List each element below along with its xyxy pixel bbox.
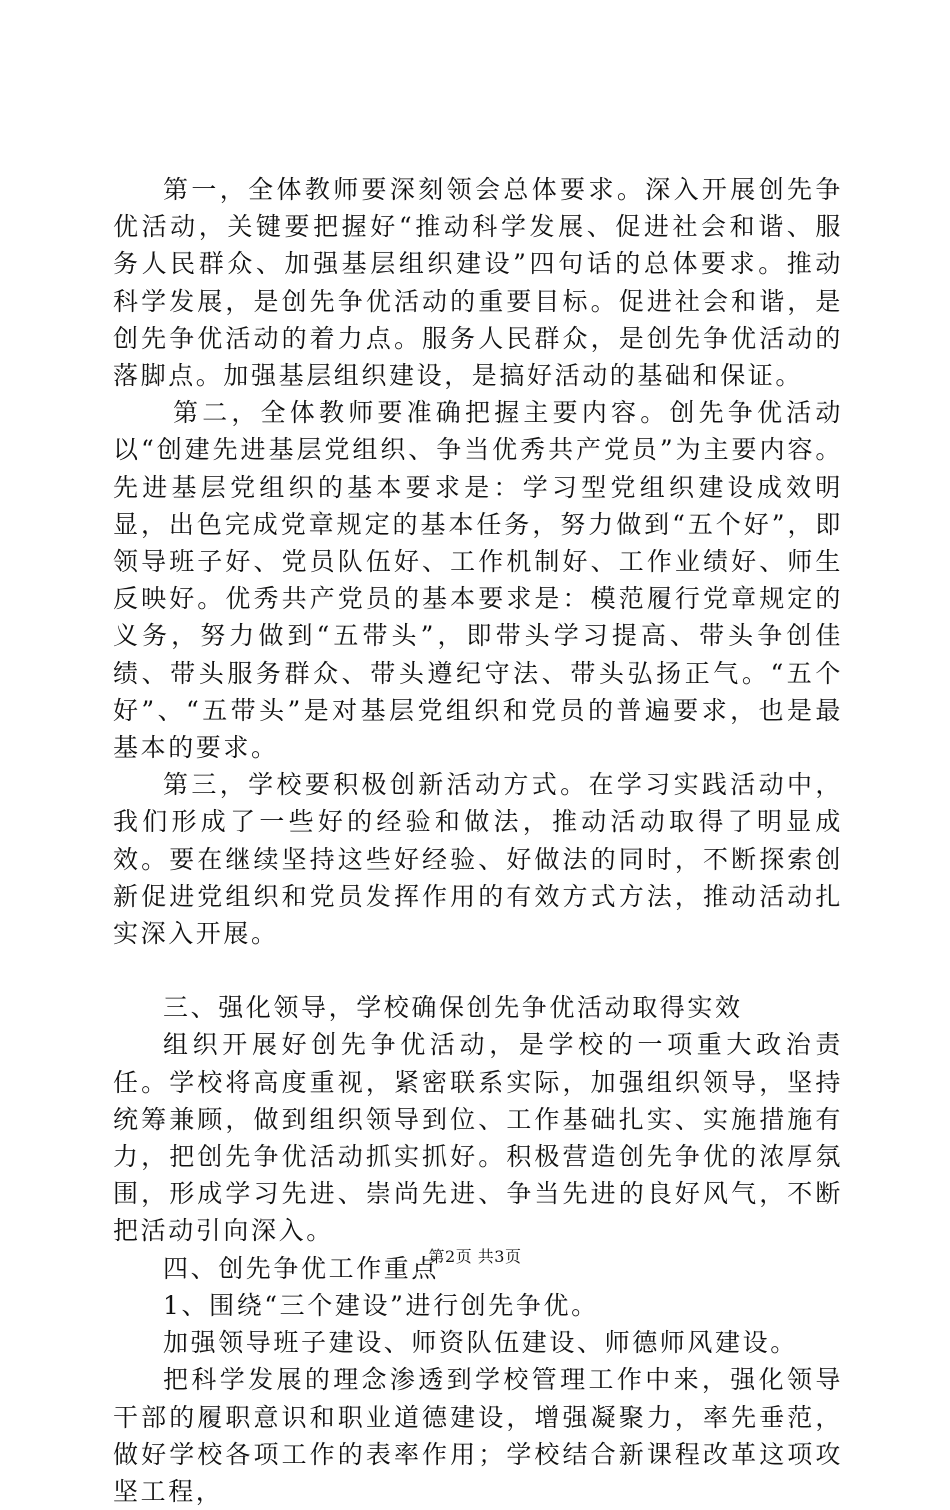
paragraph-third-innovation: 第三，学校要积极创新活动方式。在学习实践活动中，我们形成了一些好的经验和做法，推动活动取得了明显成效。要在继续坚持这些好经验、好做法的同时，不断探索创新促进党组织和党员发挥作用的有效方式方法，推动活动扎实深入开展。 (113, 770, 843, 949)
paragraph-construction-items: 加强领导班子建设、师资队伍建设、师德师风建设。 (163, 1328, 798, 1358)
list-item-three-constructions: 1、围绕“三个建设”进行创先争优。 (163, 1290, 599, 1320)
document-body (113, 171, 843, 1510)
page-number-footer: 第2页 共3页 (428, 1247, 522, 1266)
paragraph-spacer (113, 952, 843, 989)
section-heading-three: 三、强化领导，学校确保创先争优活动取得实效 (163, 993, 743, 1023)
paragraph-leadership: 组织开展好创先争优活动，是学校的一项重大政治责任。学校将高度重视，紧密联系实际，加强组织领导，坚持统筹兼顾，做到组织领导到位、工作基础扎实、实施措施有力，把创先争优活动抓实抓好。积极营造创先争优的浓厚氛围，形成学习先进、崇尚先进、争当先进的良好风气，不断把活动引向深入。 (113, 1030, 843, 1246)
paragraph-scientific-development: 把科学发展的理念渗透到学校管理工作中来，强化领导干部的履职意识和职业道德建设，增强凝聚力，率先垂范，做好学校各项工作的表率作用；学校结合新课程改革这项攻坚工程， (113, 1365, 843, 1506)
section-heading-four: 四、创先争优工作重点 (163, 1253, 440, 1283)
paragraph-first-requirement: 第一，全体教师要深刻领会总体要求。深入开展创先争优活动，关键要把握好“推动科学发展、促进社会和谐、服务人民群众、加强基层组织建设”四句话的总体要求。推动科学发展，是创先争优活动的重要目标。促进社会和谐，是创先争优活动的着力点。服务人民群众，是创先争优活动的落脚点。加强基层组织建设，是搞好活动的基础和保证。 (113, 175, 843, 391)
paragraph-second-content: 第二，全体教师要准确把握主要内容。创先争优活动以“创建先进基层党组织、争当优秀共产党员”为主要内容。先进基层党组织的基本要求是：学习型党组织建设成效明显，出色完成党章规定的基本任务，努力做到“五个好”，即领导班子好、党员队伍好、工作机制好、工作业绩好、师生反映好。优秀共产党员的基本要求是：模范履行党章规定的义务，努力做到“五带头”，即带头学习提高、带头争创佳绩、带头服务群众、带头遵纪守法、带头弘扬正气。“五个好”、“五带头”是对基层党组织和党员的普遍要求，也是最基本的要求。 (113, 398, 843, 763)
